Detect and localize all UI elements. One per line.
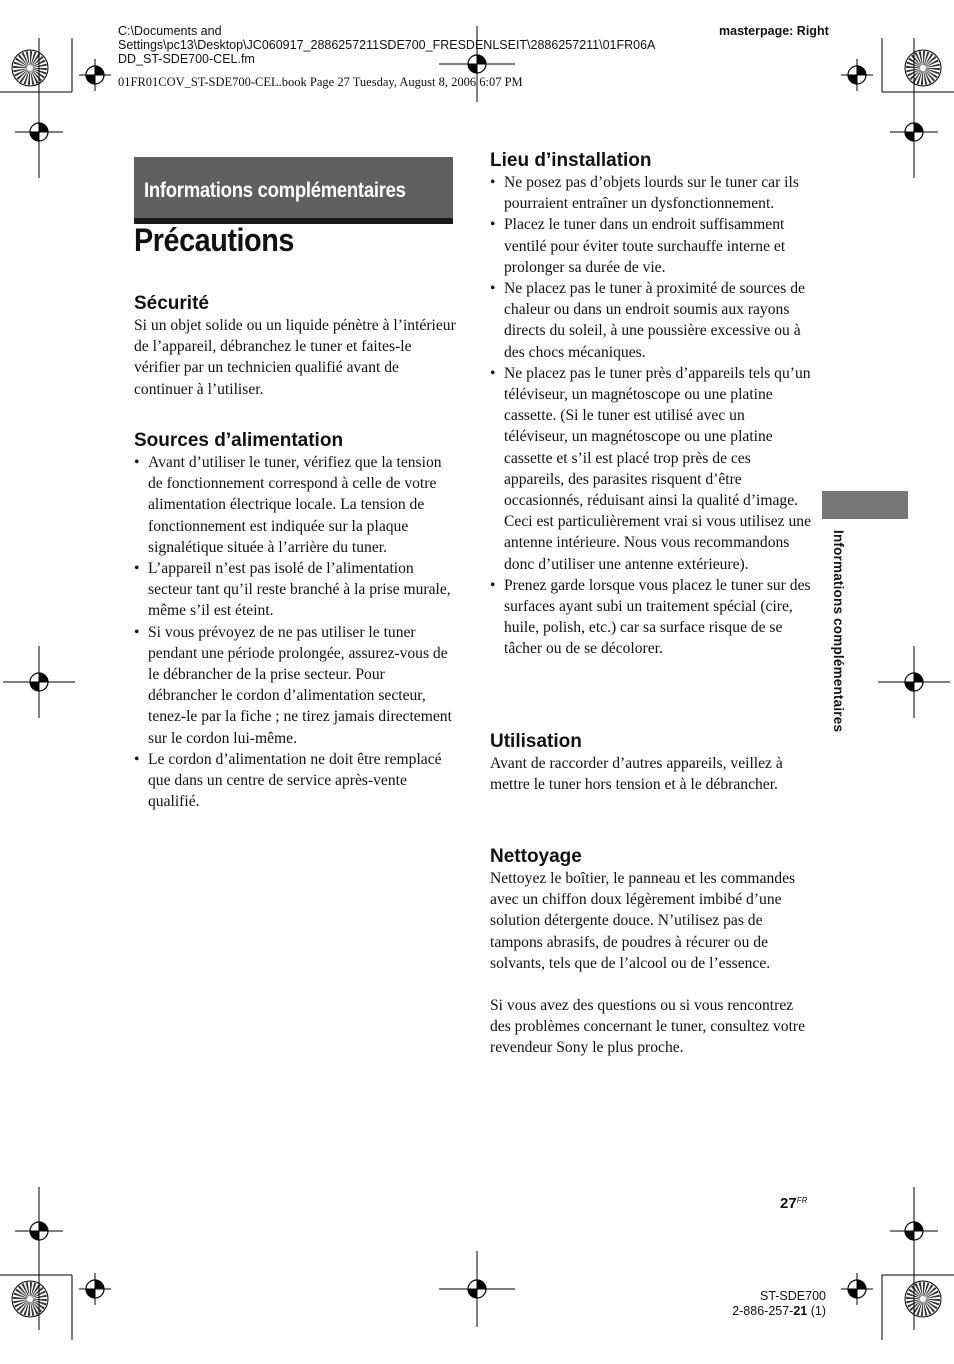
section-lieu <box>490 149 812 660</box>
list-sources <box>134 452 456 812</box>
section-nettoyage <box>490 845 812 1059</box>
list-item: • Ne placez pas le tuner près d’appareils tels qu’un téléviseur, un magnétoscope ou une platine cassette. (Si le tuner est utilisé avec un téléviseur, un magnétoscope ou une platine cassette et s’il est placé trop près de ces appareils, des parasites risquent d’être occasionnés, réduisant ainsi la qualité d’image. Ceci est particulièrement vrai si vous utilisez une antenne intérieure. Nous vous recommandons donc d’utiliser une antenne extérieure). <box>490 363 812 575</box>
side-tab-label <box>820 530 858 790</box>
list-item: • Si vous prévoyez de ne pas utiliser le tuner pendant une période prolongée, assurez-vous de le débrancher de la prise secteur. Pour débrancher le cordon d’alimentation secteur, tenez-le par la fiche ; ne tirez jamais directement sur le cordon lui-même. <box>134 622 456 749</box>
page-title: Précautions <box>134 222 294 258</box>
text-nettoyage: Nettoyez le boîtier, le panneau et les commandes avec un chiffon doux légèrement imbibé d’une solution détergente douce. N’utilisez pas de tampons abrasifs, de poudres à récurer ou de solvants, tels que de l’alcool ou de l’essence. <box>490 870 796 972</box>
registration-crosshair <box>841 59 873 91</box>
registration-crosshair <box>79 59 111 91</box>
section-securite <box>134 292 456 400</box>
list-item: • Ne placez pas le tuner à proximité de sources de chaleur ou dans un endroit soumis aux rayons directs du soleil, à une poussière excessive ou à des chocs mécaniques. <box>490 278 812 363</box>
registration-crosshair <box>15 1207 63 1255</box>
list-item: • Placez le tuner dans un endroit suffisamment ventilé pour éviter toute surchauffe interne et prolonger sa durée de vie. <box>490 214 812 278</box>
registration-crosshair <box>841 1273 873 1305</box>
side-tab <box>822 491 908 519</box>
masterpage-label: masterpage: Right <box>719 24 829 38</box>
heading-securite: Sécurité <box>134 293 209 314</box>
heading-nettoyage: Nettoyage <box>490 846 582 867</box>
heading-lieu: Lieu d’installation <box>490 150 652 171</box>
side-tab-label-text: Informations complémentaires <box>831 530 846 733</box>
heading-sources: Sources d’alimentation <box>134 430 344 451</box>
list-item: • Avant d’utiliser le tuner, vérifiez que la tension de fonctionnement correspond à celle de votre alimentation électrique locale. La tension de fonctionnement est indiquée sur la plaque signalétique située à l’arrière du tuner. <box>134 452 456 558</box>
registration-crosshair <box>890 108 938 156</box>
footer-code-prefix: 2-886-257- <box>732 1304 794 1318</box>
list-item: • Ne posez pas d’objets lourds sur le tuner car ils pourraient entraîner un dysfonctionnement. <box>490 172 812 214</box>
book-info-line: 01FR01COV_ST-SDE700-CEL.book Page 27 Tuesday, August 8, 2006 6:07 PM <box>118 75 523 89</box>
footer-code-bold: 21 <box>793 1304 808 1318</box>
section-banner <box>134 157 453 224</box>
text-nettoyage-contact: Si vous avez des questions ou si vous rencontrez des problèmes concernant le tuner, consultez votre revendeur Sony le plus proche. <box>490 997 806 1057</box>
file-path <box>118 24 655 66</box>
registration-crosshair <box>878 646 950 718</box>
list-item: • L’appareil n’est pas isolé de l’alimentation secteur tant qu’il reste branché à la prise murale, même s’il est éteint. <box>134 558 456 622</box>
registration-starburst <box>905 50 941 86</box>
registration-crosshair <box>15 108 63 156</box>
list-item: • Le cordon d’alimentation ne doit être remplacé que dans un centre de service après-vente qualifié. <box>134 749 456 813</box>
page-number <box>780 1195 807 1212</box>
registration-starburst <box>905 1281 941 1317</box>
registration-crosshair <box>79 1273 111 1305</box>
file-path-line: Settings\pc13\Desktop\JC060917_2886257211SDE700_FRESDENLSEIT\2886257211\01FR06A <box>118 38 656 52</box>
list-item: • Prenez garde lorsque vous placez le tuner sur des surfaces ayant subi un traitement spécial (cire, huile, polish, etc.) car sa surface risque de se tâcher ou de se décolorer. <box>490 575 812 660</box>
list-lieu <box>490 172 812 660</box>
registration-crosshair <box>439 1251 515 1327</box>
section-banner-text: Informations complémentaires <box>144 179 406 202</box>
footer-code <box>732 1304 826 1319</box>
registration-starburst <box>12 50 48 86</box>
file-path-line: C:\Documents and <box>118 24 222 38</box>
page-number-suffix: FR <box>796 1196 808 1205</box>
registration-crosshair <box>3 646 75 718</box>
file-path-line: DD_ST-SDE700-CEL.fm <box>118 52 255 66</box>
footer <box>732 1289 826 1319</box>
footer-model: ST-SDE700 <box>759 1289 826 1303</box>
text-utilisation: Avant de raccorder d’autres appareils, veillez à mettre le tuner hors tension et à le débrancher. <box>490 755 783 794</box>
registration-crosshair <box>890 1207 938 1255</box>
heading-utilisation: Utilisation <box>490 731 582 752</box>
registration-starburst <box>12 1281 48 1317</box>
footer-code-suffix: (1) <box>807 1304 826 1318</box>
page-number-value: 27 <box>780 1195 797 1212</box>
text-securite: Si un objet solide ou un liquide pénètre à l’intérieur de l’appareil, débranchez le tuner et faites-le vérifier par un technicien qualifié avant de continuer à l’utiliser. <box>134 317 456 398</box>
section-sources <box>134 429 456 812</box>
section-utilisation <box>490 730 812 795</box>
